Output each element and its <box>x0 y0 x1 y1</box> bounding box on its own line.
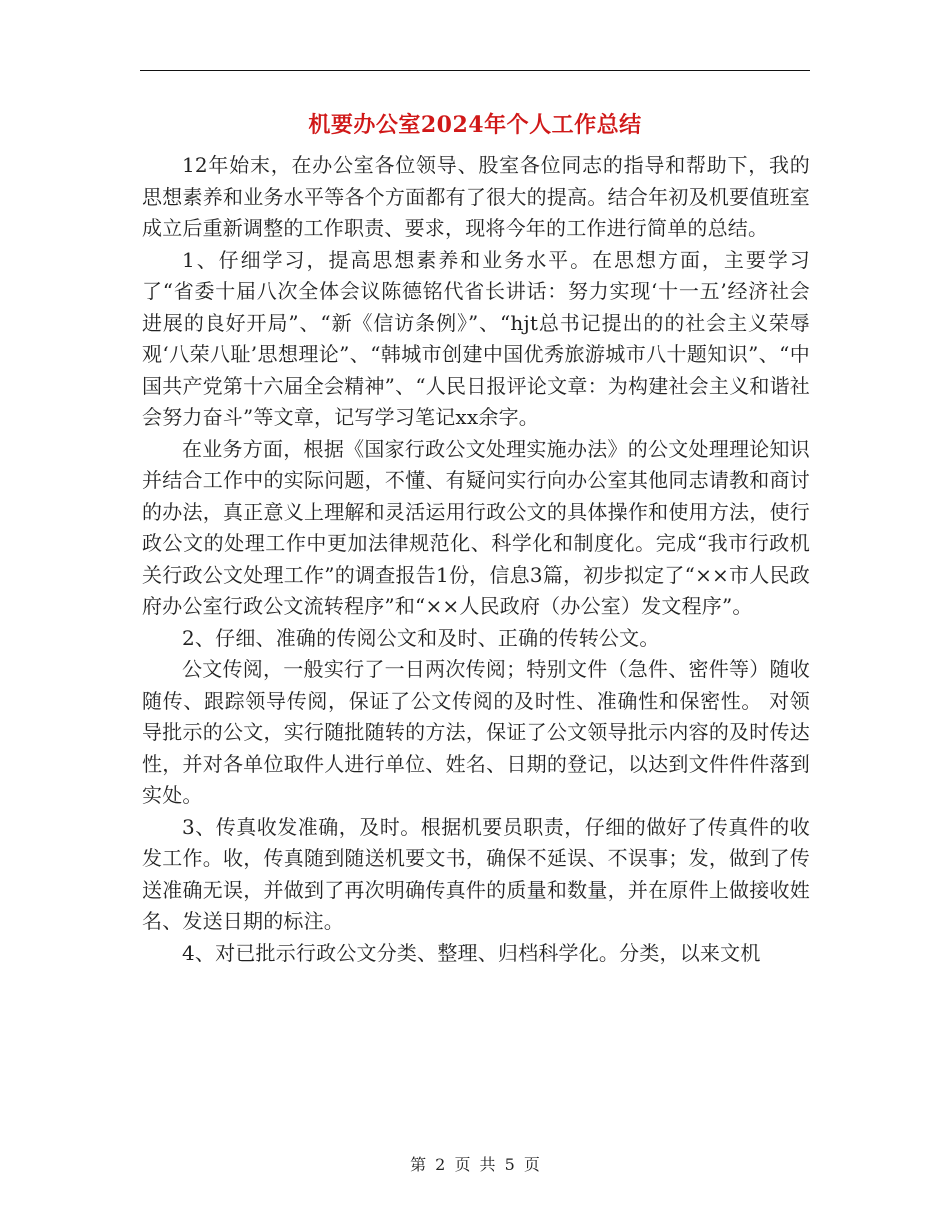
header-rule <box>140 70 810 71</box>
page-number: 第 2 页 共 5 页 <box>410 1155 540 1174</box>
paragraph-fax: 3、传真收发准确，及时。根据机要员职责，仔细的做好了传真件的收发工作。收，传真随到随送机要文书，确保不延误、不误事；发，做到了传送准确无误，并做到了再次明确传真件的质量和数量，并在原件上做接收姓名、发送日期的标注。 <box>142 814 810 933</box>
paragraph-circulation: 公文传阅，一般实行了一日两次传阅；特别文件（急件、密件等）随收随传、跟踪领导传阅，保证了公文传阅的及时性、准确性和保密性。 对领导批示的公文，实行随批随转的方法，保证了公文领导批示内容的及时传达性，并对各单位取件人进行单位、姓名、日期的登记，以达到文件件件落到实处。 <box>142 657 810 807</box>
paragraph-archive: 4、对已批示行政公文分类、整理、归档科学化。分类，以来文机 <box>182 940 761 965</box>
paragraph-intro: 12年始末，在办公室各位领导、股室各位同志的指导和帮助下，我的思想素养和业务水平等各个方面都有了很大的提高。结合年初及机要值班室成立后重新调整的工作职责、要求，现将今年的工作进行简单的总结。 <box>142 153 810 240</box>
paragraph-heading-circulation: 2、仔细、准确的传阅公文和及时、正确的传转公文。 <box>182 625 660 650</box>
document-title: 机要办公室2024年个人工作总结 <box>308 112 642 138</box>
paragraph-business: 在业务方面，根据《国家行政公文处理实施办法》的公文处理理论知识并结合工作中的实际问题，不懂、有疑问实行向办公室其他同志请教和商讨的办法，真正意义上理解和灵活运用行政公文的具体操作和使用方法，使行政公文的处理工作中更加法律规范化、科学化和制度化。完成“我市行政机关行政公文处理工作”的调查报告1份，信息3篇，初步拟定了“××市人民政府办公室行政公文流转程序”和“××人民政府（办公室）发文程序”。 <box>142 436 810 618</box>
document-body <box>142 150 810 969</box>
paragraph-study: 1、仔细学习，提高思想素养和业务水平。在思想方面，主要学习了“省委十届八次全体会议陈德铭代省长讲话：努力实现‘十一五’经济社会进展的良好开局”、“新《信访条例》”、“hjt总书记提出的的社会主义荣辱观‘八荣八耻’思想理论”、“韩城市创建中国优秀旅游城市八十题知识”、“中国共产党第十六届全会精神”、“人民日报评论文章：为构建社会主义和谐社会努力奋斗”等文章，记写学习笔记xx余字。 <box>142 247 810 429</box>
